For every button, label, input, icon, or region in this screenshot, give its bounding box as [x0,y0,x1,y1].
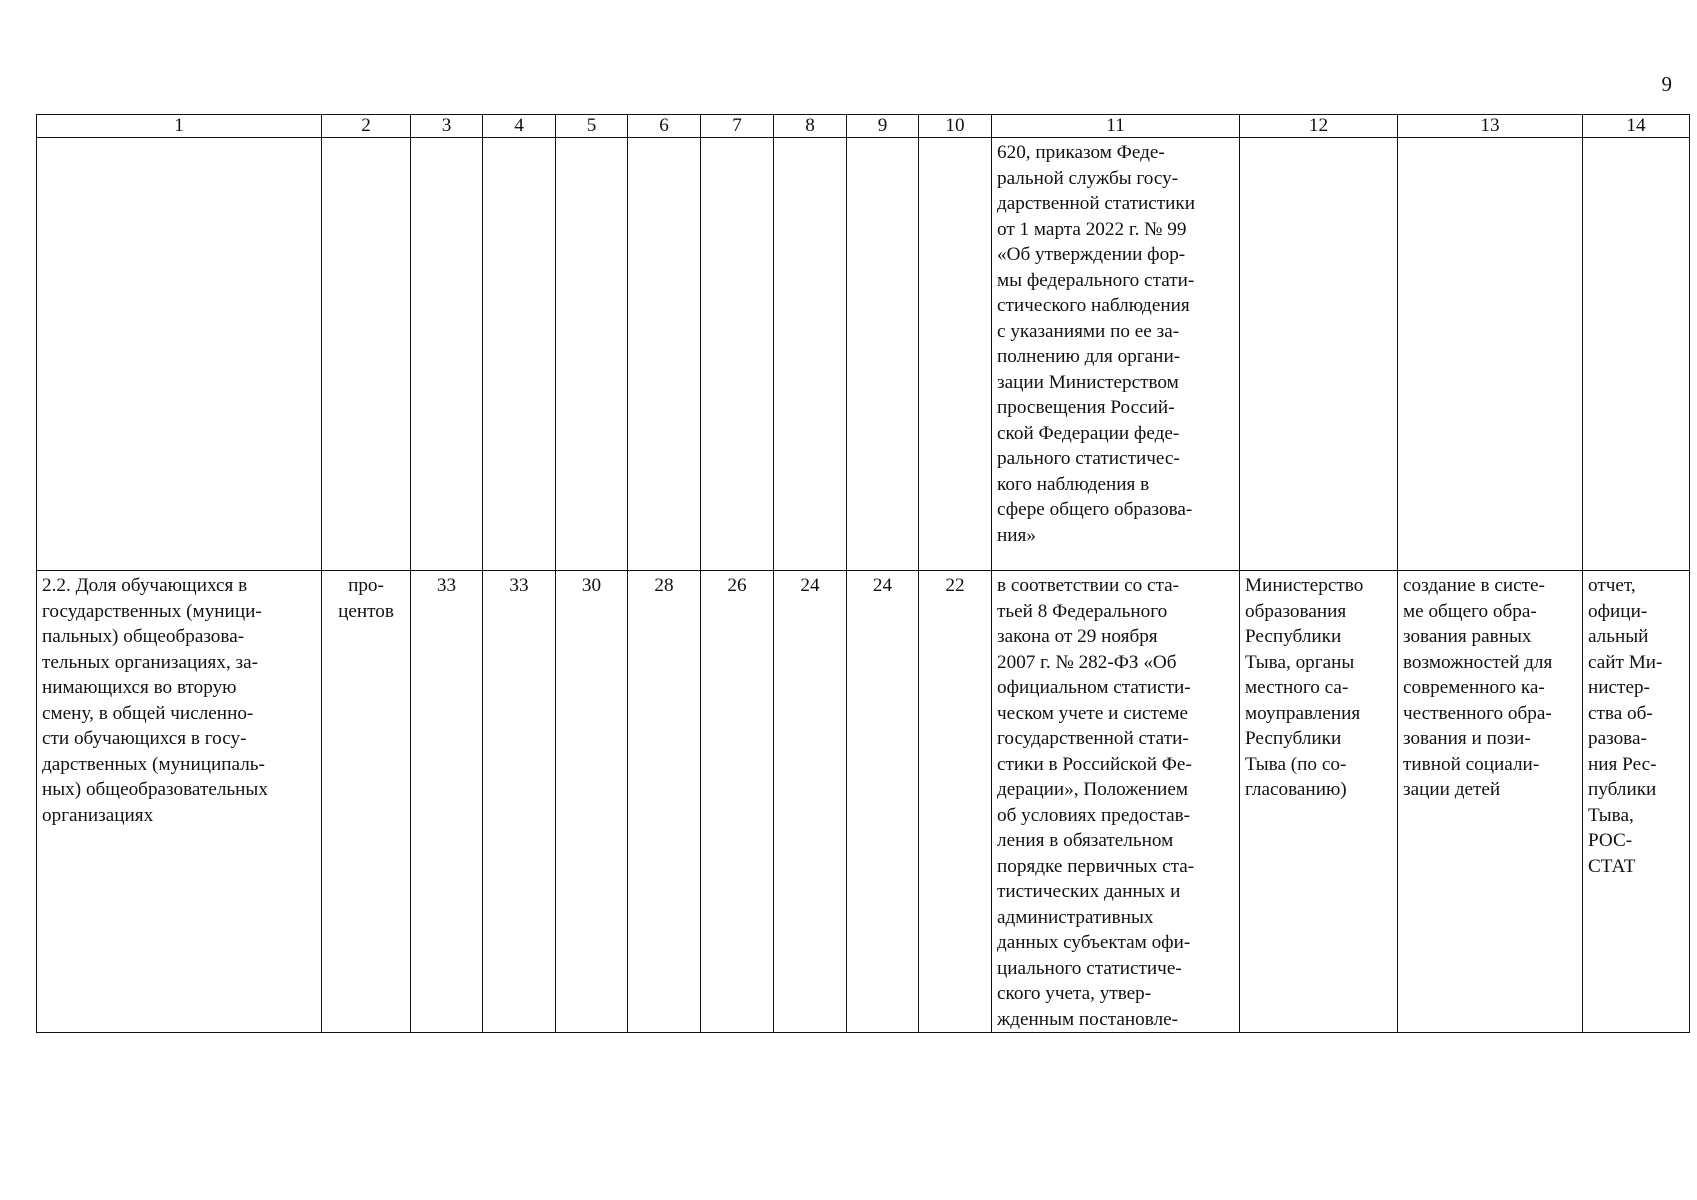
column-header: 6 [628,115,701,138]
value-cell [628,138,701,571]
value-cell: 28 [628,571,701,1033]
indicators-table [36,114,1690,1033]
column-header: 13 [1398,115,1583,138]
responsible-cell: Министерство образования Республики Тыва, органы местного са- моуправления Республики Тыва (по со- гласованию) [1240,571,1398,1033]
value-cell: 24 [774,571,847,1033]
value-cell: 30 [556,571,628,1033]
column-header: 2 [322,115,411,138]
page-number: 9 [1661,72,1672,96]
table-row [37,571,1690,1033]
indicator-cell [37,138,322,571]
value-cell [701,138,774,571]
column-header: 11 [992,115,1240,138]
value-cell [411,138,483,571]
value-cell: 26 [701,571,774,1033]
value-cell: 22 [919,571,992,1033]
column-header: 9 [847,115,919,138]
responsible-cell [1240,138,1398,571]
column-number-row [37,115,1690,138]
unit-cell [322,138,411,571]
source-cell: отчет, офици- альный сайт Ми- нистер- ства об- разова- ния Рес- публики Тыва, РОС- СТАТ [1583,571,1690,1033]
column-header: 14 [1583,115,1690,138]
column-header: 12 [1240,115,1398,138]
value-cell [774,138,847,571]
purpose-cell [1398,138,1583,571]
column-header: 8 [774,115,847,138]
purpose-cell: создание в систе- ме общего обра- зования равных возможностей для современного ка- чественного обра- зования и пози- тивной социали- зации детей [1398,571,1583,1033]
value-cell: 33 [483,571,556,1033]
unit-cell: про- центов [322,571,411,1033]
value-cell [847,138,919,571]
value-cell [483,138,556,571]
value-cell [919,138,992,571]
column-header: 1 [37,115,322,138]
column-header: 3 [411,115,483,138]
basis-cell: 620, приказом Феде- ральной службы госу- дарственной статистики от 1 марта 2022 г. № 99 «Об утверждении фор- мы федерального стати- стического наблюдения с указаниями по ее за- полнению для органи- зации Министерством просвещения Россий- ской Федерации феде- рального статистичес- кого наблюдения в сфере общего образова- ния» [992,138,1240,571]
indicator-cell: 2.2. Доля обучающихся в государственных (муници- пальных) общеобразова- тельных организациях, за- нимающихся во вторую смену, в общей численно- сти обучающихся в госу- дарственных (муниципаль- ных) общеобразовательных организациях [37,571,322,1033]
column-header: 4 [483,115,556,138]
basis-cell: в соответствии со ста- тьей 8 Федерального закона от 29 ноября 2007 г. № 282-ФЗ «Об официальном статисти- ческом учете и системе государственной стати- стики в Российской Фе- дерации», Положением об условиях предостав- ления в обязательном порядке первичных ста- тистических данных и административных данных субъектам офи- циального статистиче- ского учета, утвер- жденным постановле- [992,571,1240,1033]
value-cell [556,138,628,571]
column-header: 5 [556,115,628,138]
value-cell: 24 [847,571,919,1033]
column-header: 7 [701,115,774,138]
column-header: 10 [919,115,992,138]
table-row [37,138,1690,571]
source-cell [1583,138,1690,571]
value-cell: 33 [411,571,483,1033]
